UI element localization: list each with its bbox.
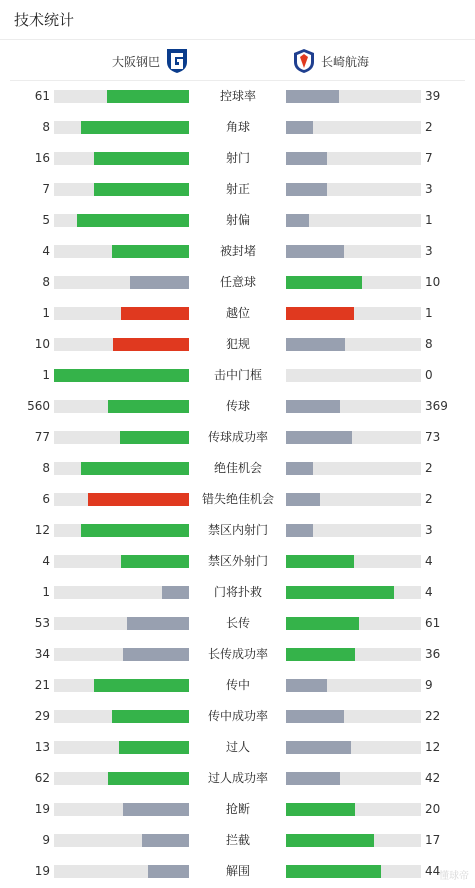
home-stat-bar-track <box>54 369 189 382</box>
home-stat-value: 5 <box>42 213 50 227</box>
home-stat-value: 21 <box>34 678 50 692</box>
away-stat-value: 2 <box>425 120 433 134</box>
away-stat-bar <box>286 865 381 878</box>
away-stat-bar-track <box>286 214 421 227</box>
home-stat-bar-track <box>54 400 189 413</box>
home-stat-value: 1 <box>42 368 50 382</box>
stat-row <box>0 81 475 112</box>
stat-row <box>0 732 475 763</box>
stat-row <box>0 825 475 856</box>
teams-row <box>10 41 465 81</box>
home-stat-bar <box>127 617 189 630</box>
home-stat-bar <box>88 493 189 506</box>
away-stat-bar <box>286 121 313 134</box>
away-stat-bar-track <box>286 648 421 661</box>
home-stat-bar-track <box>54 555 189 568</box>
stat-label: 射门 <box>225 151 250 165</box>
stat-row <box>0 267 475 298</box>
home-stat-bar <box>123 803 189 816</box>
home-stat-bar-track <box>54 462 189 475</box>
away-stat-bar <box>286 245 344 258</box>
stat-label: 传中成功率 <box>207 709 268 723</box>
home-stat-bar <box>120 431 189 444</box>
away-stat-value: 3 <box>425 182 433 196</box>
away-stat-bar <box>286 648 355 661</box>
home-stat-bar-track <box>54 803 189 816</box>
home-stat-value: 1 <box>42 585 50 599</box>
away-stat-bar <box>286 586 394 599</box>
away-stat-bar <box>286 772 340 785</box>
stat-row <box>0 298 475 329</box>
away-stat-bar-track <box>286 710 421 723</box>
away-stat-bar <box>286 617 359 630</box>
away-stat-bar-track <box>286 741 421 754</box>
away-stat-bar <box>286 462 313 475</box>
away-stat-bar <box>286 834 374 847</box>
stat-label: 绝佳机会 <box>213 461 262 475</box>
away-stat-bar-track <box>286 400 421 413</box>
home-stat-bar <box>81 524 189 537</box>
away-stat-bar <box>286 493 320 506</box>
stat-row <box>0 701 475 732</box>
away-team[interactable] <box>293 41 369 81</box>
away-stat-bar-track <box>286 493 421 506</box>
stat-row <box>0 391 475 422</box>
away-stat-bar <box>286 307 354 320</box>
home-team-name: 大阪钢巴 <box>111 54 160 69</box>
stat-label: 任意球 <box>219 275 256 289</box>
home-stat-bar-track <box>54 183 189 196</box>
away-stat-value: 20 <box>425 802 441 816</box>
away-stat-bar <box>286 214 309 227</box>
away-stat-bar <box>286 679 327 692</box>
away-stat-value: 7 <box>425 151 433 165</box>
home-stat-bar <box>108 772 189 785</box>
away-stat-value: 2 <box>425 492 433 506</box>
stat-label: 解围 <box>225 864 250 878</box>
away-stat-bar-track <box>286 865 421 878</box>
stat-label: 控球率 <box>219 89 256 103</box>
home-stat-bar <box>107 90 189 103</box>
home-stat-bar <box>112 245 189 258</box>
stat-label: 长传成功率 <box>207 647 268 661</box>
away-stat-value: 61 <box>425 616 441 630</box>
home-stat-bar-track <box>54 524 189 537</box>
stat-label: 禁区外射门 <box>207 554 268 568</box>
away-stat-bar <box>286 152 327 165</box>
stat-label: 传球成功率 <box>207 430 268 444</box>
vvaren-nagasaki-logo-icon <box>293 48 315 74</box>
home-stat-bar <box>94 183 189 196</box>
stat-label: 角球 <box>225 120 250 134</box>
away-stat-value: 1 <box>425 306 433 320</box>
stat-label: 越位 <box>225 306 250 320</box>
stat-row <box>0 639 475 670</box>
home-stat-bar <box>121 555 189 568</box>
away-stat-bar <box>286 338 345 351</box>
away-stat-bar-track <box>286 245 421 258</box>
home-stat-value: 61 <box>34 89 50 103</box>
home-stat-bar <box>94 152 189 165</box>
home-stat-bar <box>77 214 189 227</box>
stats-list <box>0 81 475 887</box>
away-stat-value: 42 <box>425 771 441 785</box>
home-stat-bar <box>162 586 189 599</box>
stat-label: 射偏 <box>225 213 250 227</box>
home-stat-bar <box>81 462 189 475</box>
home-stat-bar <box>130 276 189 289</box>
away-stat-value: 39 <box>425 89 441 103</box>
home-stat-bar-track <box>54 90 189 103</box>
away-stat-bar-track <box>286 338 421 351</box>
away-stat-value: 12 <box>425 740 441 754</box>
home-stat-bar-track <box>54 307 189 320</box>
home-stat-bar-track <box>54 772 189 785</box>
stat-row <box>0 546 475 577</box>
home-stat-bar-track <box>54 338 189 351</box>
home-stat-value: 12 <box>34 523 50 537</box>
away-stat-bar-track <box>286 462 421 475</box>
away-stat-bar-track <box>286 431 421 444</box>
home-stat-bar-track <box>54 741 189 754</box>
home-stat-value: 4 <box>42 244 50 258</box>
home-stat-value: 7 <box>42 182 50 196</box>
away-stat-value: 4 <box>425 554 433 568</box>
stat-label: 长传 <box>225 616 250 630</box>
stat-row <box>0 763 475 794</box>
stat-label: 传球 <box>225 399 250 413</box>
away-stat-value: 3 <box>425 244 433 258</box>
home-stat-bar-track <box>54 152 189 165</box>
home-stat-bar-track <box>54 586 189 599</box>
home-stat-bar <box>148 865 189 878</box>
away-stat-bar-track <box>286 90 421 103</box>
away-stat-value: 1 <box>425 213 433 227</box>
stat-row <box>0 670 475 701</box>
away-stat-value: 369 <box>425 399 448 413</box>
home-stat-bar-track <box>54 431 189 444</box>
stat-label: 犯规 <box>225 337 250 351</box>
gamba-osaka-logo-icon <box>166 48 188 74</box>
home-stat-value: 8 <box>42 461 50 475</box>
home-stat-bar <box>94 679 189 692</box>
away-stat-value: 3 <box>425 523 433 537</box>
home-stat-bar <box>112 710 189 723</box>
stat-row <box>0 422 475 453</box>
away-stat-bar-track <box>286 121 421 134</box>
away-stat-value: 8 <box>425 337 433 351</box>
away-stat-bar-track <box>286 369 421 382</box>
home-stat-bar <box>108 400 189 413</box>
away-stat-bar <box>286 431 352 444</box>
stats-header <box>0 0 475 40</box>
away-stat-bar-track <box>286 524 421 537</box>
away-stat-bar <box>286 741 351 754</box>
stat-label: 门将扑救 <box>213 585 262 599</box>
home-stat-value: 13 <box>34 740 50 754</box>
away-stat-value: 10 <box>425 275 441 289</box>
home-stat-bar-track <box>54 710 189 723</box>
away-stat-bar <box>286 555 354 568</box>
home-stat-value: 8 <box>42 120 50 134</box>
stat-label: 禁区内射门 <box>207 523 268 537</box>
away-stat-bar <box>286 276 362 289</box>
home-stat-bar-track <box>54 648 189 661</box>
stat-label: 射正 <box>225 182 250 196</box>
home-stat-bar-track <box>54 493 189 506</box>
stat-label: 过人 <box>225 740 250 754</box>
away-team-name: 长崎航海 <box>321 54 370 69</box>
home-stat-value: 1 <box>42 306 50 320</box>
home-stat-bar-track <box>54 214 189 227</box>
home-stat-value: 62 <box>34 771 50 785</box>
stat-row <box>0 360 475 391</box>
stat-row <box>0 856 475 887</box>
home-stat-bar-track <box>54 865 189 878</box>
home-team[interactable] <box>112 41 188 81</box>
stat-row <box>0 515 475 546</box>
stat-row <box>0 236 475 267</box>
away-stat-bar-track <box>286 679 421 692</box>
stat-label: 传中 <box>225 678 250 692</box>
home-stat-value: 560 <box>27 399 50 413</box>
page-title: 技术统计 <box>14 11 75 29</box>
stat-row <box>0 484 475 515</box>
stat-row <box>0 794 475 825</box>
home-stat-value: 10 <box>34 337 50 351</box>
away-stat-value: 17 <box>425 833 441 847</box>
home-stat-bar <box>123 648 189 661</box>
away-stat-value: 9 <box>425 678 433 692</box>
away-stat-value: 2 <box>425 461 433 475</box>
stat-row <box>0 174 475 205</box>
away-stat-bar <box>286 90 339 103</box>
stat-label: 击中门框 <box>213 368 262 382</box>
away-stat-value: 36 <box>425 647 441 661</box>
watermark: 懂球帝 <box>439 871 469 882</box>
stat-row <box>0 577 475 608</box>
home-stat-value: 8 <box>42 275 50 289</box>
home-stat-value: 6 <box>42 492 50 506</box>
stat-label: 过人成功率 <box>207 771 268 785</box>
away-stat-value: 22 <box>425 709 441 723</box>
home-stat-bar-track <box>54 245 189 258</box>
away-stat-bar <box>286 803 355 816</box>
home-stat-bar <box>54 369 189 382</box>
away-stat-bar-track <box>286 834 421 847</box>
stat-row <box>0 329 475 360</box>
stat-row <box>0 112 475 143</box>
away-stat-bar-track <box>286 152 421 165</box>
home-stat-bar-track <box>54 276 189 289</box>
home-stat-value: 16 <box>34 151 50 165</box>
home-stat-bar <box>121 307 189 320</box>
stat-row <box>0 608 475 639</box>
away-stat-bar <box>286 524 313 537</box>
away-stat-bar-track <box>286 772 421 785</box>
away-stat-value: 73 <box>425 430 441 444</box>
away-stat-bar <box>286 710 344 723</box>
home-stat-value: 53 <box>34 616 50 630</box>
away-stat-bar <box>286 183 327 196</box>
home-stat-bar-track <box>54 617 189 630</box>
away-stat-value: 44 <box>425 864 441 878</box>
stat-row <box>0 205 475 236</box>
home-stat-value: 9 <box>42 833 50 847</box>
stat-label: 被封堵 <box>219 244 256 258</box>
away-stat-value: 4 <box>425 585 433 599</box>
away-stat-bar-track <box>286 183 421 196</box>
home-stat-bar <box>113 338 189 351</box>
home-stat-bar-track <box>54 679 189 692</box>
stat-row <box>0 453 475 484</box>
away-stat-bar-track <box>286 307 421 320</box>
home-stat-bar <box>142 834 189 847</box>
away-stat-bar <box>286 400 340 413</box>
stat-label: 错失绝佳机会 <box>201 492 274 506</box>
home-stat-value: 4 <box>42 554 50 568</box>
home-stat-value: 34 <box>34 647 50 661</box>
away-stat-bar-track <box>286 586 421 599</box>
home-stat-value: 77 <box>34 430 50 444</box>
away-stat-bar-track <box>286 276 421 289</box>
away-stat-bar-track <box>286 803 421 816</box>
stat-label: 拦截 <box>225 833 250 847</box>
stat-row <box>0 143 475 174</box>
away-stat-value: 0 <box>425 368 433 382</box>
home-stat-value: 29 <box>34 709 50 723</box>
away-stat-bar-track <box>286 555 421 568</box>
stat-label: 抢断 <box>225 802 250 816</box>
home-stat-bar-track <box>54 834 189 847</box>
home-stat-bar <box>119 741 189 754</box>
away-stat-bar-track <box>286 617 421 630</box>
home-stat-bar-track <box>54 121 189 134</box>
home-stat-bar <box>81 121 189 134</box>
home-stat-value: 19 <box>34 864 50 878</box>
home-stat-value: 19 <box>34 802 50 816</box>
